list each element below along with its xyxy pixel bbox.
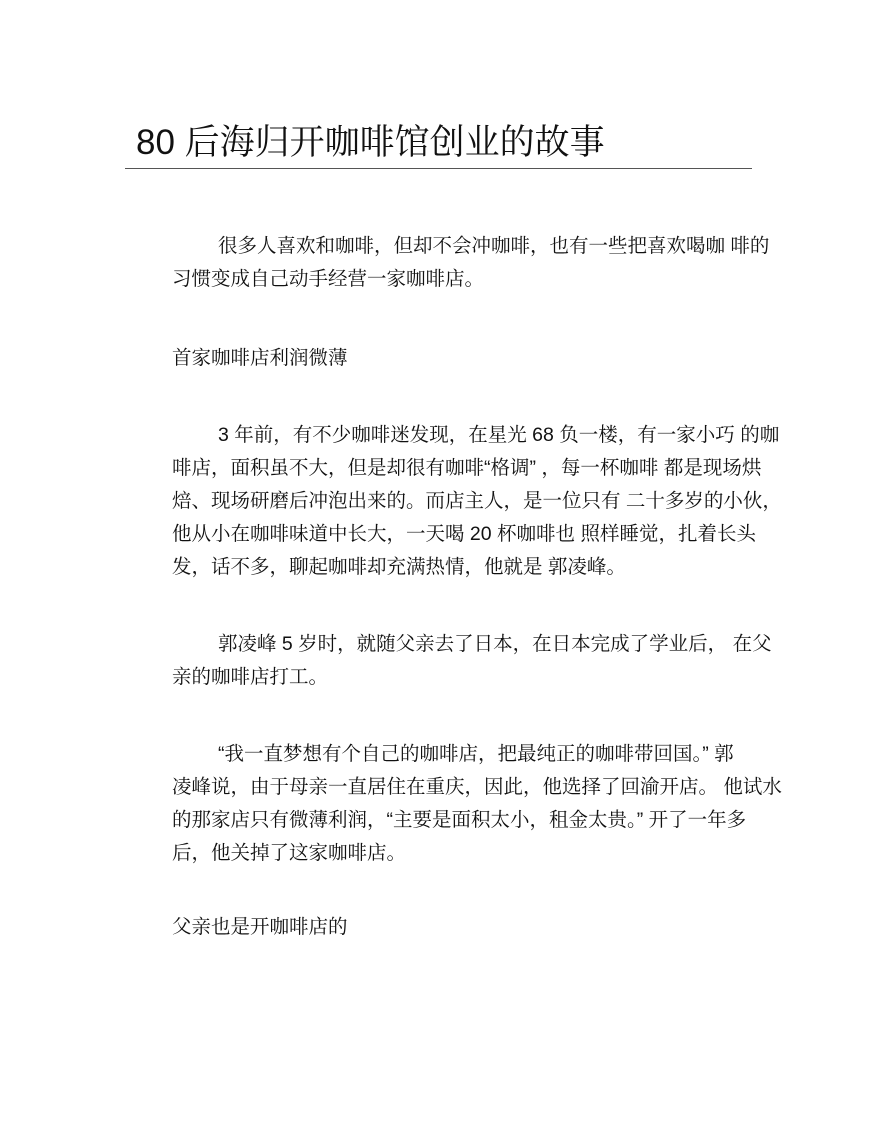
paragraph-line: 后，他关掉了这家咖啡店。 <box>172 842 407 864</box>
paragraph-line: 焙、现场研磨后冲泡出来的。而店主人，是一位只有 二十多岁的小伙， <box>172 490 782 512</box>
paragraph-line: 凌峰说，由于母亲一直居住在重庆，因此，他选择了回渝开店。 他试水 <box>172 776 782 798</box>
paragraph-line: 3 年前，有不少咖啡迷发现，在星光 68 负一楼，有一家小巧 的咖 <box>218 424 780 446</box>
title-underline-divider <box>125 168 752 169</box>
paragraph-background <box>126 628 772 694</box>
paragraph-line: 发，话不多，聊起咖啡却充满热情，他就是 郭凌峰。 <box>172 556 626 578</box>
paragraph-line: 啡店，面积虽不大，但是却很有咖啡“格调” ，每一杯咖啡 都是现场烘 <box>172 457 762 479</box>
paragraph-line: 习惯变成自己动手经营一家咖啡店。 <box>172 268 485 290</box>
paragraph-line: 很多人喜欢和咖啡，但却不会冲咖啡，也有一些把喜欢喝咖 啡的 <box>218 235 770 257</box>
paragraph-line: 郭凌峰 5 岁时，就随父亲去了日本，在日本完成了学业后， 在父 <box>218 633 772 655</box>
paragraph-line: 亲的咖啡店打工。 <box>172 666 329 688</box>
paragraph-line: “我一直梦想有个自己的咖啡店，把最纯正的咖啡带回国。” 郭 <box>218 743 734 765</box>
paragraph-dream-quote <box>126 738 782 870</box>
paragraph-intro <box>126 230 770 296</box>
paragraph-shop-description <box>126 419 782 584</box>
paragraph-line: 的那家店只有微薄利润，“主要是面积太小，租金太贵。” 开了一年多 <box>172 809 747 831</box>
section-heading-father-shop: 父亲也是开咖啡店的 <box>172 916 348 938</box>
section-heading-first-shop: 首家咖啡店利润微薄 <box>172 347 348 369</box>
paragraph-line: 他从小在咖啡味道中长大，一天喝 20 杯咖啡也 照样睡觉，扎着长头 <box>172 523 756 545</box>
document-title: 80 后海归开咖啡馆创业的故事 <box>136 123 605 162</box>
